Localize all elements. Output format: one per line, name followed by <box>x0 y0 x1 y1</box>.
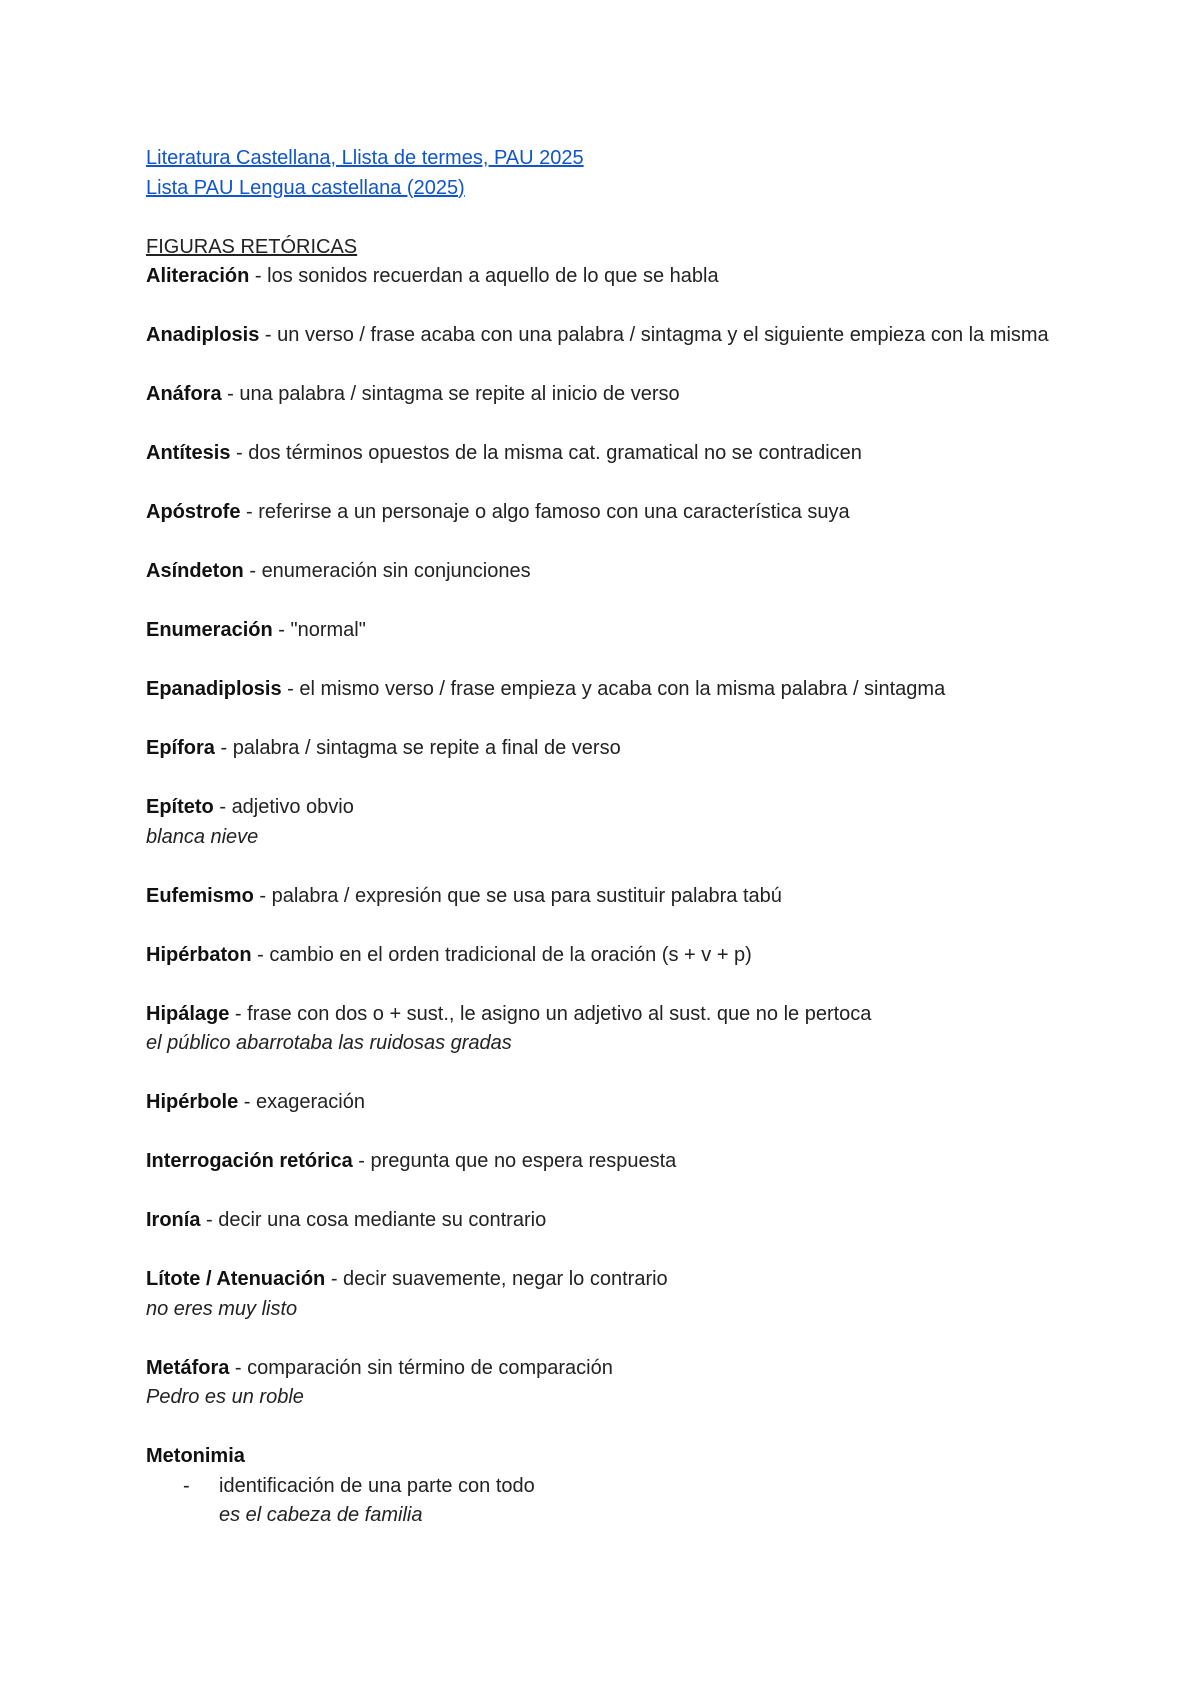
entry-enumeracion <box>146 616 1076 646</box>
separator: - <box>253 884 272 907</box>
sub-list-item <box>146 1472 1076 1531</box>
definition: una palabra / sintagma se repite al inicio de verso <box>239 383 680 405</box>
term: Hipálage <box>146 1002 230 1025</box>
term: Apóstrofe <box>146 501 241 523</box>
entry-ironia <box>146 1206 1076 1236</box>
separator: - <box>230 442 249 464</box>
separator: - <box>272 619 291 641</box>
definition: palabra / expresión que se usa para sustituir palabra tabú <box>271 884 782 907</box>
separator: - <box>238 1091 257 1113</box>
term: Antítesis <box>146 442 231 464</box>
definition: cambio en el orden tradicional de la oración (s + v + p) <box>269 943 752 966</box>
term: Interrogación retórica <box>146 1150 353 1172</box>
term: Asíndeton <box>146 560 244 582</box>
separator: - <box>249 265 268 287</box>
term: Hipérbole <box>146 1091 239 1113</box>
definition: referirse a un personaje o algo famoso con una característica suya <box>258 501 850 523</box>
definition: comparación sin término de comparación <box>247 1356 613 1379</box>
document-page <box>146 144 1076 1560</box>
separator: - <box>240 501 259 523</box>
sub-item-text: identificación de una parte con todo <box>219 1474 535 1497</box>
definition: los sonidos recuerdan a aquello de lo que se habla <box>267 265 719 287</box>
example: no eres muy listo <box>146 1297 298 1320</box>
separator: - <box>229 1356 248 1379</box>
entry-litote <box>146 1265 1076 1324</box>
separator: - <box>214 737 233 759</box>
definition: exageración <box>256 1091 365 1113</box>
term: Metonimia <box>146 1445 245 1467</box>
separator: - <box>259 324 278 346</box>
separator: - <box>221 383 240 405</box>
definition: decir suavemente, negar lo contrario <box>343 1268 668 1290</box>
example: es el cabeza de familia <box>219 1504 423 1526</box>
term: Epífora <box>146 737 215 759</box>
entry-metonimia <box>146 1442 1076 1531</box>
term: Eufemismo <box>146 884 254 907</box>
definition: el mismo verso / frase empieza y acaba con la misma palabra / sintagma <box>299 678 946 700</box>
term: Ironía <box>146 1209 201 1231</box>
entry-hiperbole <box>146 1088 1076 1118</box>
section-title: FIGURAS RETÓRICAS <box>146 235 358 258</box>
separator: - <box>281 678 300 700</box>
example: blanca nieve <box>146 825 259 848</box>
term: Epíteto <box>146 796 214 818</box>
definition: adjetivo obvio <box>231 796 354 818</box>
entry-antitesis <box>146 439 1076 469</box>
definition: un verso / frase acaba con una palabra / sintagma y el siguiente empieza con la misma <box>277 324 1049 346</box>
entry-anafora <box>146 380 1076 410</box>
definition: dos términos opuestos de la misma cat. gramatical no se contradicen <box>248 442 862 464</box>
example: Pedro es un roble <box>146 1386 304 1408</box>
definition: decir una cosa mediante su contrario <box>218 1209 547 1231</box>
term: Lítote / Atenuación <box>146 1268 326 1290</box>
term: Hipérbaton <box>146 943 252 966</box>
definition: pregunta que no espera respuesta <box>370 1150 677 1172</box>
entry-apostrofe <box>146 498 1076 528</box>
definition: "normal" <box>290 619 366 641</box>
dash-bullet: - <box>183 1474 190 1497</box>
metonimia-sub-list <box>146 1472 1076 1531</box>
term: Anadiplosis <box>146 324 260 346</box>
term: Epanadiplosis <box>146 678 282 700</box>
entry-epiteto <box>146 793 1076 852</box>
link-lista-pau-lengua[interactable]: Lista PAU Lengua castellana (2025) <box>146 176 465 199</box>
entry-epanadiplosis <box>146 675 1076 705</box>
term: Aliteración <box>146 265 250 287</box>
term: Anáfora <box>146 383 222 405</box>
example: el público abarrotaba las ruidosas gradas <box>146 1032 512 1054</box>
entry-metafora <box>146 1354 1076 1413</box>
separator: - <box>200 1209 219 1231</box>
term: Enumeración <box>146 619 273 641</box>
separator: - <box>325 1268 344 1290</box>
entry-hipalage <box>146 1000 1076 1059</box>
definition: frase con dos o + sust., le asigno un adjetivo al sust. que no le pertoca <box>247 1002 872 1025</box>
separator: - <box>213 796 232 818</box>
definition: palabra / sintagma se repite a final de verso <box>232 737 621 759</box>
entry-aliteracion <box>146 262 1076 292</box>
definition: enumeración sin conjunciones <box>261 560 531 582</box>
entry-anadiplosis <box>146 321 1076 351</box>
entry-interrogacion-retorica <box>146 1147 1076 1177</box>
separator: - <box>229 1002 248 1025</box>
separator: - <box>243 560 262 582</box>
entry-asindeton <box>146 557 1076 587</box>
entries-list <box>146 262 1076 1531</box>
term: Metáfora <box>146 1356 230 1379</box>
separator: - <box>251 943 270 966</box>
entry-hiperbaton <box>146 941 1076 971</box>
entry-epifora <box>146 734 1076 764</box>
link-literatura-castellana[interactable]: Literatura Castellana, Llista de termes, PAU 2025 <box>146 147 584 169</box>
entry-eufemismo <box>146 882 1076 912</box>
separator: - <box>352 1150 371 1172</box>
